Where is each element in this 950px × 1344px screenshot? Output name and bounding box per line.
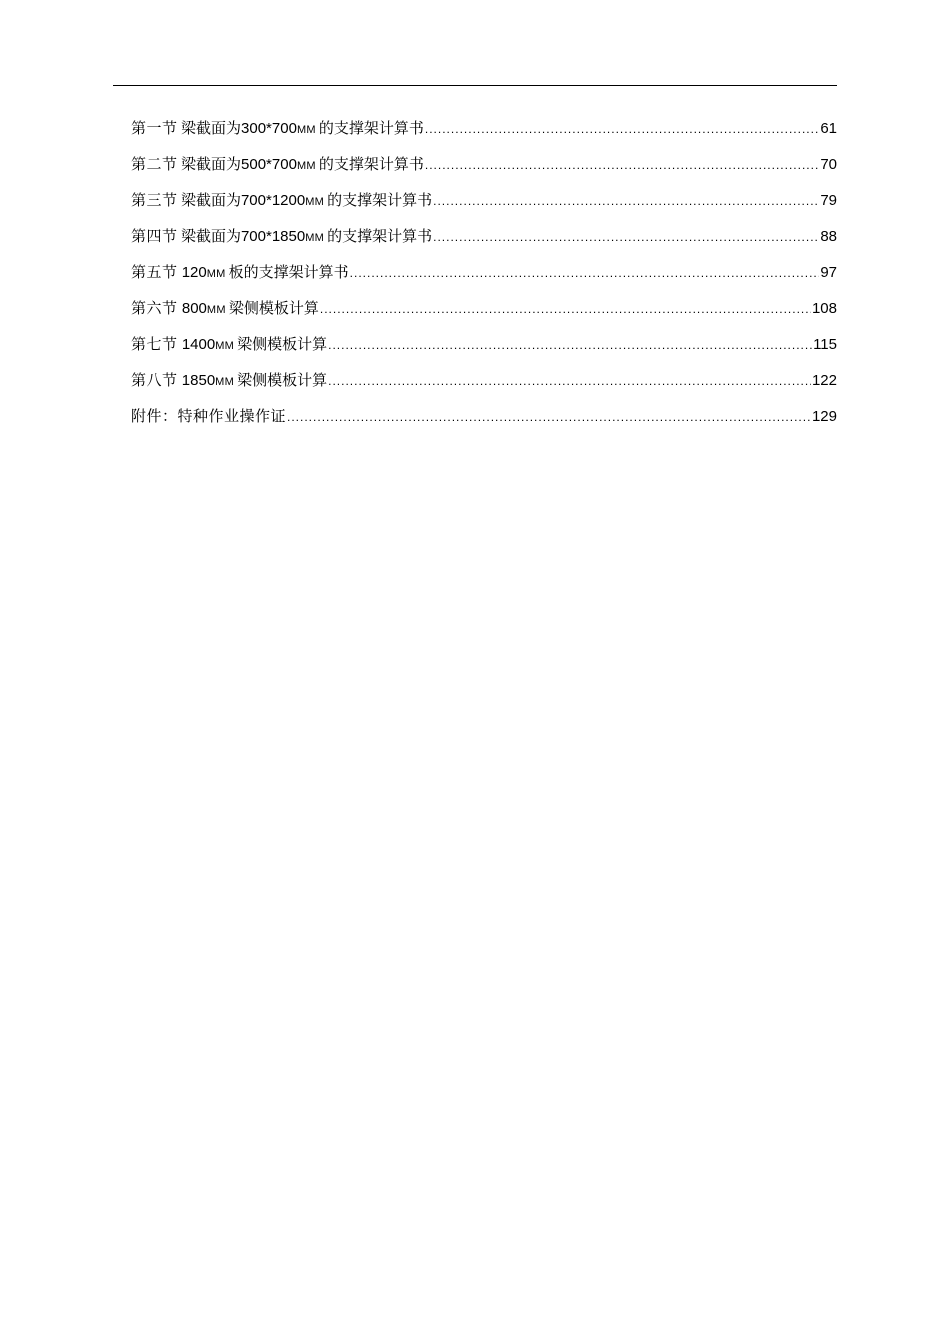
toc-entry-appendix: 附件：特种作业操作证 <box>131 407 287 425</box>
toc-entry-title: 梁截面为300*700MM 的支撑架计算书 <box>181 119 424 137</box>
toc-entry-section: 第七节 <box>131 335 178 353</box>
toc-entry[interactable] <box>131 259 837 295</box>
toc-entry[interactable] <box>131 295 837 331</box>
toc-page-number: 115 <box>813 336 837 353</box>
toc-page-number: 79 <box>820 192 837 209</box>
toc-entry[interactable] <box>131 151 837 187</box>
toc-page-number: 108 <box>811 300 837 317</box>
toc-page-number: 122 <box>811 372 837 389</box>
toc-entry-section: 第六节 <box>131 299 178 317</box>
toc-entry-title: 1850MM 梁侧模板计算 <box>181 371 328 389</box>
toc-leader-dots <box>425 116 819 142</box>
toc-leader-dots <box>328 368 811 394</box>
toc-page-number: 88 <box>820 228 837 245</box>
toc-entry-title: 1400MM 梁侧模板计算 <box>181 335 328 353</box>
toc-entry[interactable] <box>131 331 837 367</box>
toc-leader-dots <box>425 152 819 178</box>
toc-leader-dots <box>320 296 811 322</box>
toc-entry-section: 第三节 <box>131 191 178 209</box>
toc-entry[interactable] <box>131 187 837 223</box>
toc-entry-section: 第二节 <box>131 155 178 173</box>
toc-leader-dots <box>433 188 819 214</box>
toc-page-number: 129 <box>811 408 837 425</box>
toc-entry-title: 梁截面为700*1850MM 的支撑架计算书 <box>180 227 433 245</box>
toc-entry-title: 120MM 板的支撑架计算书 <box>181 263 349 281</box>
toc-entry[interactable] <box>131 367 837 403</box>
toc-entry[interactable] <box>131 223 837 259</box>
toc-entry-section: 第一节 <box>131 119 178 137</box>
toc-leader-dots <box>350 260 820 286</box>
toc-entry[interactable] <box>131 115 837 151</box>
header-rule <box>113 85 837 86</box>
toc-entry[interactable] <box>131 403 837 439</box>
toc-page-number: 61 <box>820 120 837 137</box>
toc-entry-title: 梁截面为700*1200MM 的支撑架计算书 <box>180 191 433 209</box>
toc-entry-title: 800MM 梁侧模板计算 <box>181 299 319 317</box>
toc-page-number: 97 <box>820 264 837 281</box>
toc-page-number: 70 <box>820 156 837 173</box>
toc-entry-title: 梁截面为500*700MM 的支撑架计算书 <box>181 155 424 173</box>
toc-leader-dots <box>433 224 819 250</box>
toc-leader-dots <box>328 332 812 358</box>
toc-leader-dots <box>287 404 811 430</box>
toc-entry-section: 第八节 <box>131 371 178 389</box>
toc-entry-section: 第五节 <box>131 263 178 281</box>
table-of-contents <box>131 115 837 439</box>
toc-entry-section: 第四节 <box>131 227 178 245</box>
